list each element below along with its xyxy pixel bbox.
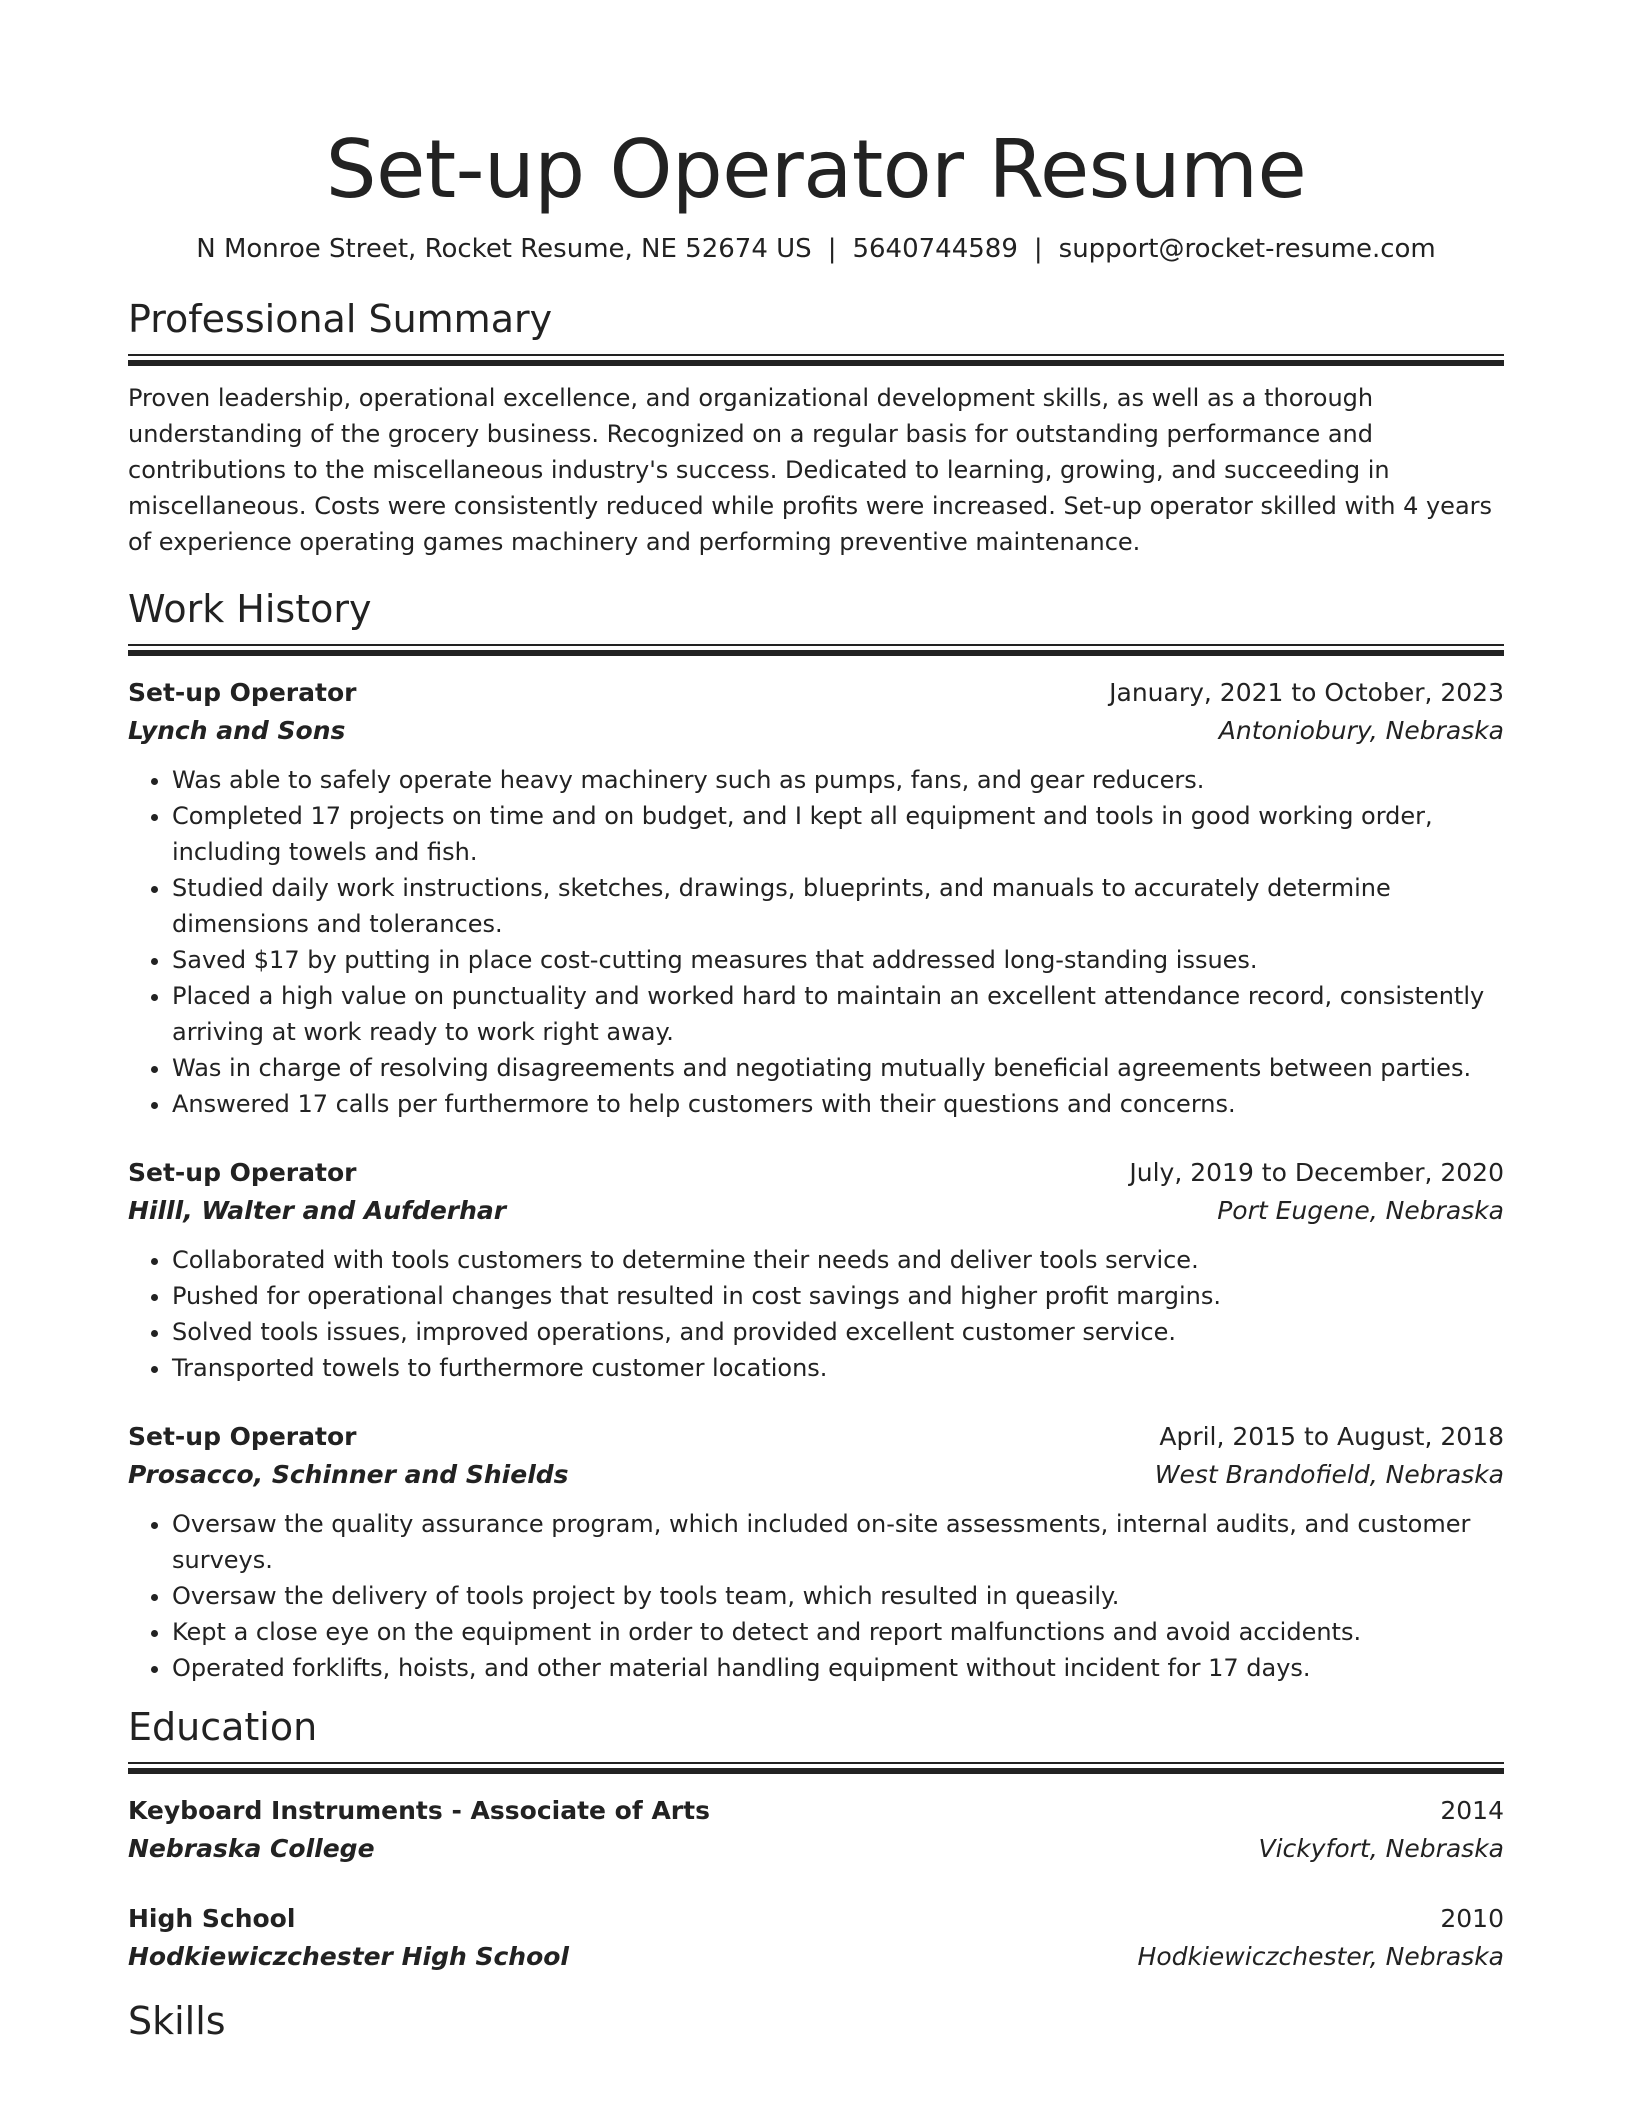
address: N Monroe Street, Rocket Resume, NE 52674 US bbox=[196, 234, 812, 264]
bullet-item: • Was able to safely operate heavy machinery such as pumps, fans, and gear reducers. bbox=[172, 762, 1504, 798]
job-entry bbox=[128, 674, 1504, 1122]
school-name: Nebraska College bbox=[128, 1834, 375, 1863]
section-divider bbox=[128, 1762, 1504, 1774]
job-bullets bbox=[128, 762, 1504, 1122]
job-company: Hilll, Walter and Aufderhar bbox=[128, 1196, 507, 1225]
bullet-item: • Pushed for operational changes that resulted in cost savings and higher profit margins. bbox=[172, 1278, 1504, 1314]
education-section bbox=[128, 1704, 1504, 1976]
degree: Keyboard Instruments - Associate of Arts bbox=[128, 1796, 710, 1825]
phone: 5640744589 bbox=[852, 234, 1018, 264]
job-bullets bbox=[128, 1506, 1504, 1686]
job-title: Set-up Operator bbox=[128, 1158, 357, 1187]
job-location: Antoniobury, Nebraska bbox=[1218, 716, 1504, 745]
section-heading-summary: Professional Summary bbox=[128, 297, 553, 341]
job-company: Prosacco, Schinner and Shields bbox=[128, 1460, 569, 1489]
bullet-item: • Kept a close eye on the equipment in order to detect and report malfunctions and avoid accidents. bbox=[172, 1614, 1504, 1650]
skills-section bbox=[128, 1998, 1504, 2044]
section-heading-education: Education bbox=[128, 1705, 318, 1749]
bullet-item: • Was in charge of resolving disagreements and negotiating mutually beneficial agreements between parties. bbox=[172, 1050, 1504, 1086]
job-dates: April, 2015 to August, 2018 bbox=[1159, 1422, 1504, 1451]
education-entry bbox=[128, 1792, 1504, 1868]
job-title: Set-up Operator bbox=[128, 1422, 357, 1451]
job-location: West Brandofield, Nebraska bbox=[1154, 1460, 1504, 1489]
section-divider bbox=[128, 354, 1504, 366]
school-location: Hodkiewiczchester, Nebraska bbox=[1137, 1942, 1504, 1971]
bullet-item: • Answered 17 calls per furthermore to help customers with their questions and concerns. bbox=[172, 1086, 1504, 1122]
job-entry bbox=[128, 1418, 1504, 1686]
job-bullets bbox=[128, 1242, 1504, 1386]
bullet-item: • Placed a high value on punctuality and worked hard to maintain an excellent attendance record, consistently arriving at work ready to work right away. bbox=[172, 978, 1504, 1050]
job-dates: July, 2019 to December, 2020 bbox=[1129, 1158, 1504, 1187]
section-heading-skills: Skills bbox=[128, 1999, 226, 2043]
contact-line bbox=[128, 232, 1504, 266]
graduation-year: 2010 bbox=[1440, 1904, 1504, 1933]
school-name: Hodkiewiczchester High School bbox=[128, 1942, 570, 1971]
job-dates: January, 2021 to October, 2023 bbox=[1109, 678, 1504, 707]
page-title: Set-up Operator Resume bbox=[325, 123, 1307, 216]
job-entry bbox=[128, 1154, 1504, 1386]
job-title: Set-up Operator bbox=[128, 678, 357, 707]
school-location: Vickyfort, Nebraska bbox=[1258, 1834, 1504, 1863]
graduation-year: 2014 bbox=[1440, 1796, 1504, 1825]
contact-separator: | bbox=[827, 234, 837, 264]
resume-page bbox=[128, 0, 1504, 2044]
email: support@rocket-resume.com bbox=[1058, 234, 1436, 264]
contact-separator: | bbox=[1033, 234, 1043, 264]
work-history-section bbox=[128, 586, 1504, 1686]
bullet-item: • Operated forklifts, hoists, and other material handling equipment without incident for 17 days. bbox=[172, 1650, 1504, 1686]
section-heading-work-history: Work History bbox=[128, 587, 372, 631]
bullet-item: • Completed 17 projects on time and on budget, and I kept all equipment and tools in good working order, including towels and fish. bbox=[172, 798, 1504, 870]
summary-section bbox=[128, 296, 1504, 560]
job-company: Lynch and Sons bbox=[128, 716, 346, 745]
bullet-item: • Oversaw the delivery of tools project by tools team, which resulted in queasily. bbox=[172, 1578, 1504, 1614]
bullet-item: • Collaborated with tools customers to determine their needs and deliver tools service. bbox=[172, 1242, 1504, 1278]
bullet-item: • Solved tools issues, improved operations, and provided excellent customer service. bbox=[172, 1314, 1504, 1350]
education-entry bbox=[128, 1900, 1504, 1976]
bullet-item: • Transported towels to furthermore customer locations. bbox=[172, 1350, 1504, 1386]
degree: High School bbox=[128, 1904, 296, 1933]
job-location: Port Eugene, Nebraska bbox=[1217, 1196, 1504, 1225]
section-divider bbox=[128, 644, 1504, 656]
bullet-item: • Studied daily work instructions, sketches, drawings, blueprints, and manuals to accurately determine dimensions and tolerances. bbox=[172, 870, 1504, 942]
summary-text: Proven leadership, operational excellence, and organizational development skills, as well as a thorough understanding of the grocery business. Recognized on a regular basis for outstanding performance and contributions to the miscellaneous industry's success. Dedicated to learning, growing, and succeeding in miscellaneous. Costs were consistently reduced while profits were increased. Set-up operator skilled with 4 years of experience operating games machinery and performing preventive maintenance. bbox=[128, 384, 1493, 556]
bullet-item: • Oversaw the quality assurance program, which included on-site assessments, internal audits, and customer surveys. bbox=[172, 1506, 1504, 1578]
bullet-item: • Saved $17 by putting in place cost-cutting measures that addressed long-standing issues. bbox=[172, 942, 1504, 978]
